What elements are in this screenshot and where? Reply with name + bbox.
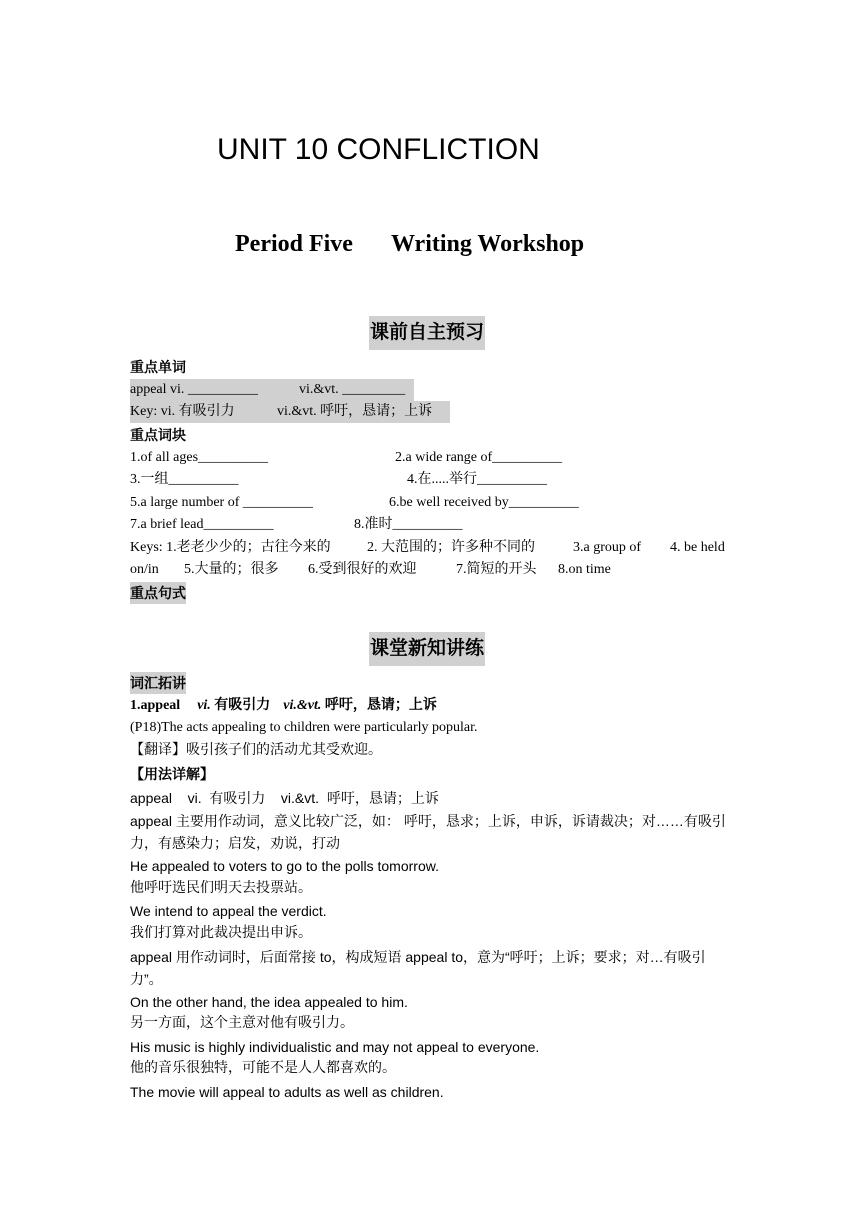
key-2: 2. 大范围的；许多种不同的 — [367, 540, 535, 555]
example-cn: 另一方面，这个主意对他有吸引力。 — [130, 1016, 354, 1031]
phrase-item: 8.准时__________ — [354, 517, 463, 532]
word-line-b: vi.&vt. _________ — [299, 382, 406, 397]
example-cn: 他呼吁选民们明天去投票站。 — [130, 881, 312, 896]
entry-word: 1.appeal — [130, 698, 181, 713]
usage-label: 【用法详解】 — [130, 766, 214, 782]
phrase-item: 7.a brief lead__________ — [130, 517, 274, 532]
usage-line: appeal vi. 有吸引力 vi.&vt. 呼吁，恳请；上诉 — [130, 790, 439, 806]
phrase-item: 5.a large number of __________ — [130, 495, 313, 510]
key-3: 3.a group of — [573, 540, 642, 555]
entry-heading — [130, 695, 437, 717]
key-words-label: 重点单词 — [130, 359, 186, 375]
word-key — [130, 401, 450, 423]
entry-def-1: 有吸引力 — [214, 698, 271, 713]
key-7: 7.简短的开头 — [456, 562, 537, 577]
phrase-item: 3.一组__________ — [130, 472, 239, 487]
phrase-item: 2.a wide range of__________ — [395, 450, 563, 465]
usage-explanation-1: appeal 主要用作动词，意义比较广泛，如： 呼吁，恳求；上诉，申诉，诉请裁决；对……有吸引力，有感染力；启发，劝说，打动 — [130, 813, 726, 851]
period-title — [235, 228, 584, 260]
example-cn: 我们打算对此裁决提出申诉。 — [130, 926, 312, 941]
period-subtitle: Writing Workshop — [390, 231, 585, 257]
word-line-a: appeal vi. __________ — [130, 382, 258, 397]
key-4-cont: on/in — [130, 562, 159, 577]
entry-pos-2: vi.&vt. — [283, 698, 322, 713]
entry-pos-1: vi. — [197, 698, 211, 713]
example-cn: 他的音乐很独特，可能不是人人都喜欢的。 — [130, 1061, 396, 1076]
example-en: The movie will appeal to adults as well as children. — [130, 1084, 444, 1100]
example-en: His music is highly individualistic and may not appeal to everyone. — [130, 1039, 540, 1055]
word-key-a: Key: vi. 有吸引力 — [130, 404, 235, 419]
key-5: 5.大量的；很多 — [184, 562, 279, 577]
phrase-item: 6.be well received by__________ — [389, 495, 579, 510]
example-en: He appealed to voters to go to the polls tomorrow. — [130, 858, 439, 874]
key-6: 6.受到很好的欢迎 — [308, 562, 417, 577]
usage-explanation-2: appeal 用作动词时，后面常接 to，构成短语 appeal to，意为“呼吁；上诉；要求；对…有吸引力”。 — [130, 949, 706, 987]
section-title-class: 课堂新知讲练 — [369, 632, 485, 666]
sentences-label: 重点句式 — [130, 582, 186, 604]
phrase-item: 4.在.....举行__________ — [407, 472, 547, 487]
key-4: 4. be held — [670, 540, 725, 555]
period-name: Period Five — [235, 231, 353, 257]
example-en: We intend to appeal the verdict. — [130, 903, 327, 919]
entry-def-2: 呼吁，恳请；上诉 — [324, 698, 437, 713]
example-sentence: (P18)The acts appealing to children were particularly popular. — [130, 720, 478, 735]
example-en: On the other hand, the idea appealed to him. — [130, 994, 408, 1010]
phrase-item: 1.of all ages__________ — [130, 450, 269, 465]
key-8: 8.on time — [558, 562, 611, 577]
translation: 【翻译】吸引孩子们的活动尤其受欢迎。 — [130, 743, 382, 758]
word-line — [130, 379, 414, 401]
key-1: Keys: 1.老老少少的；古往今来的 — [130, 540, 331, 555]
word-key-b: vi.&vt. 呼吁，恳请；上诉 — [277, 404, 433, 419]
section-title-preview: 课前自主预习 — [369, 316, 485, 350]
phrases-label: 重点词块 — [130, 427, 186, 443]
vocab-label: 词汇拓讲 — [130, 672, 186, 694]
unit-title: UNIT 10 CONFLICTION — [217, 133, 540, 166]
